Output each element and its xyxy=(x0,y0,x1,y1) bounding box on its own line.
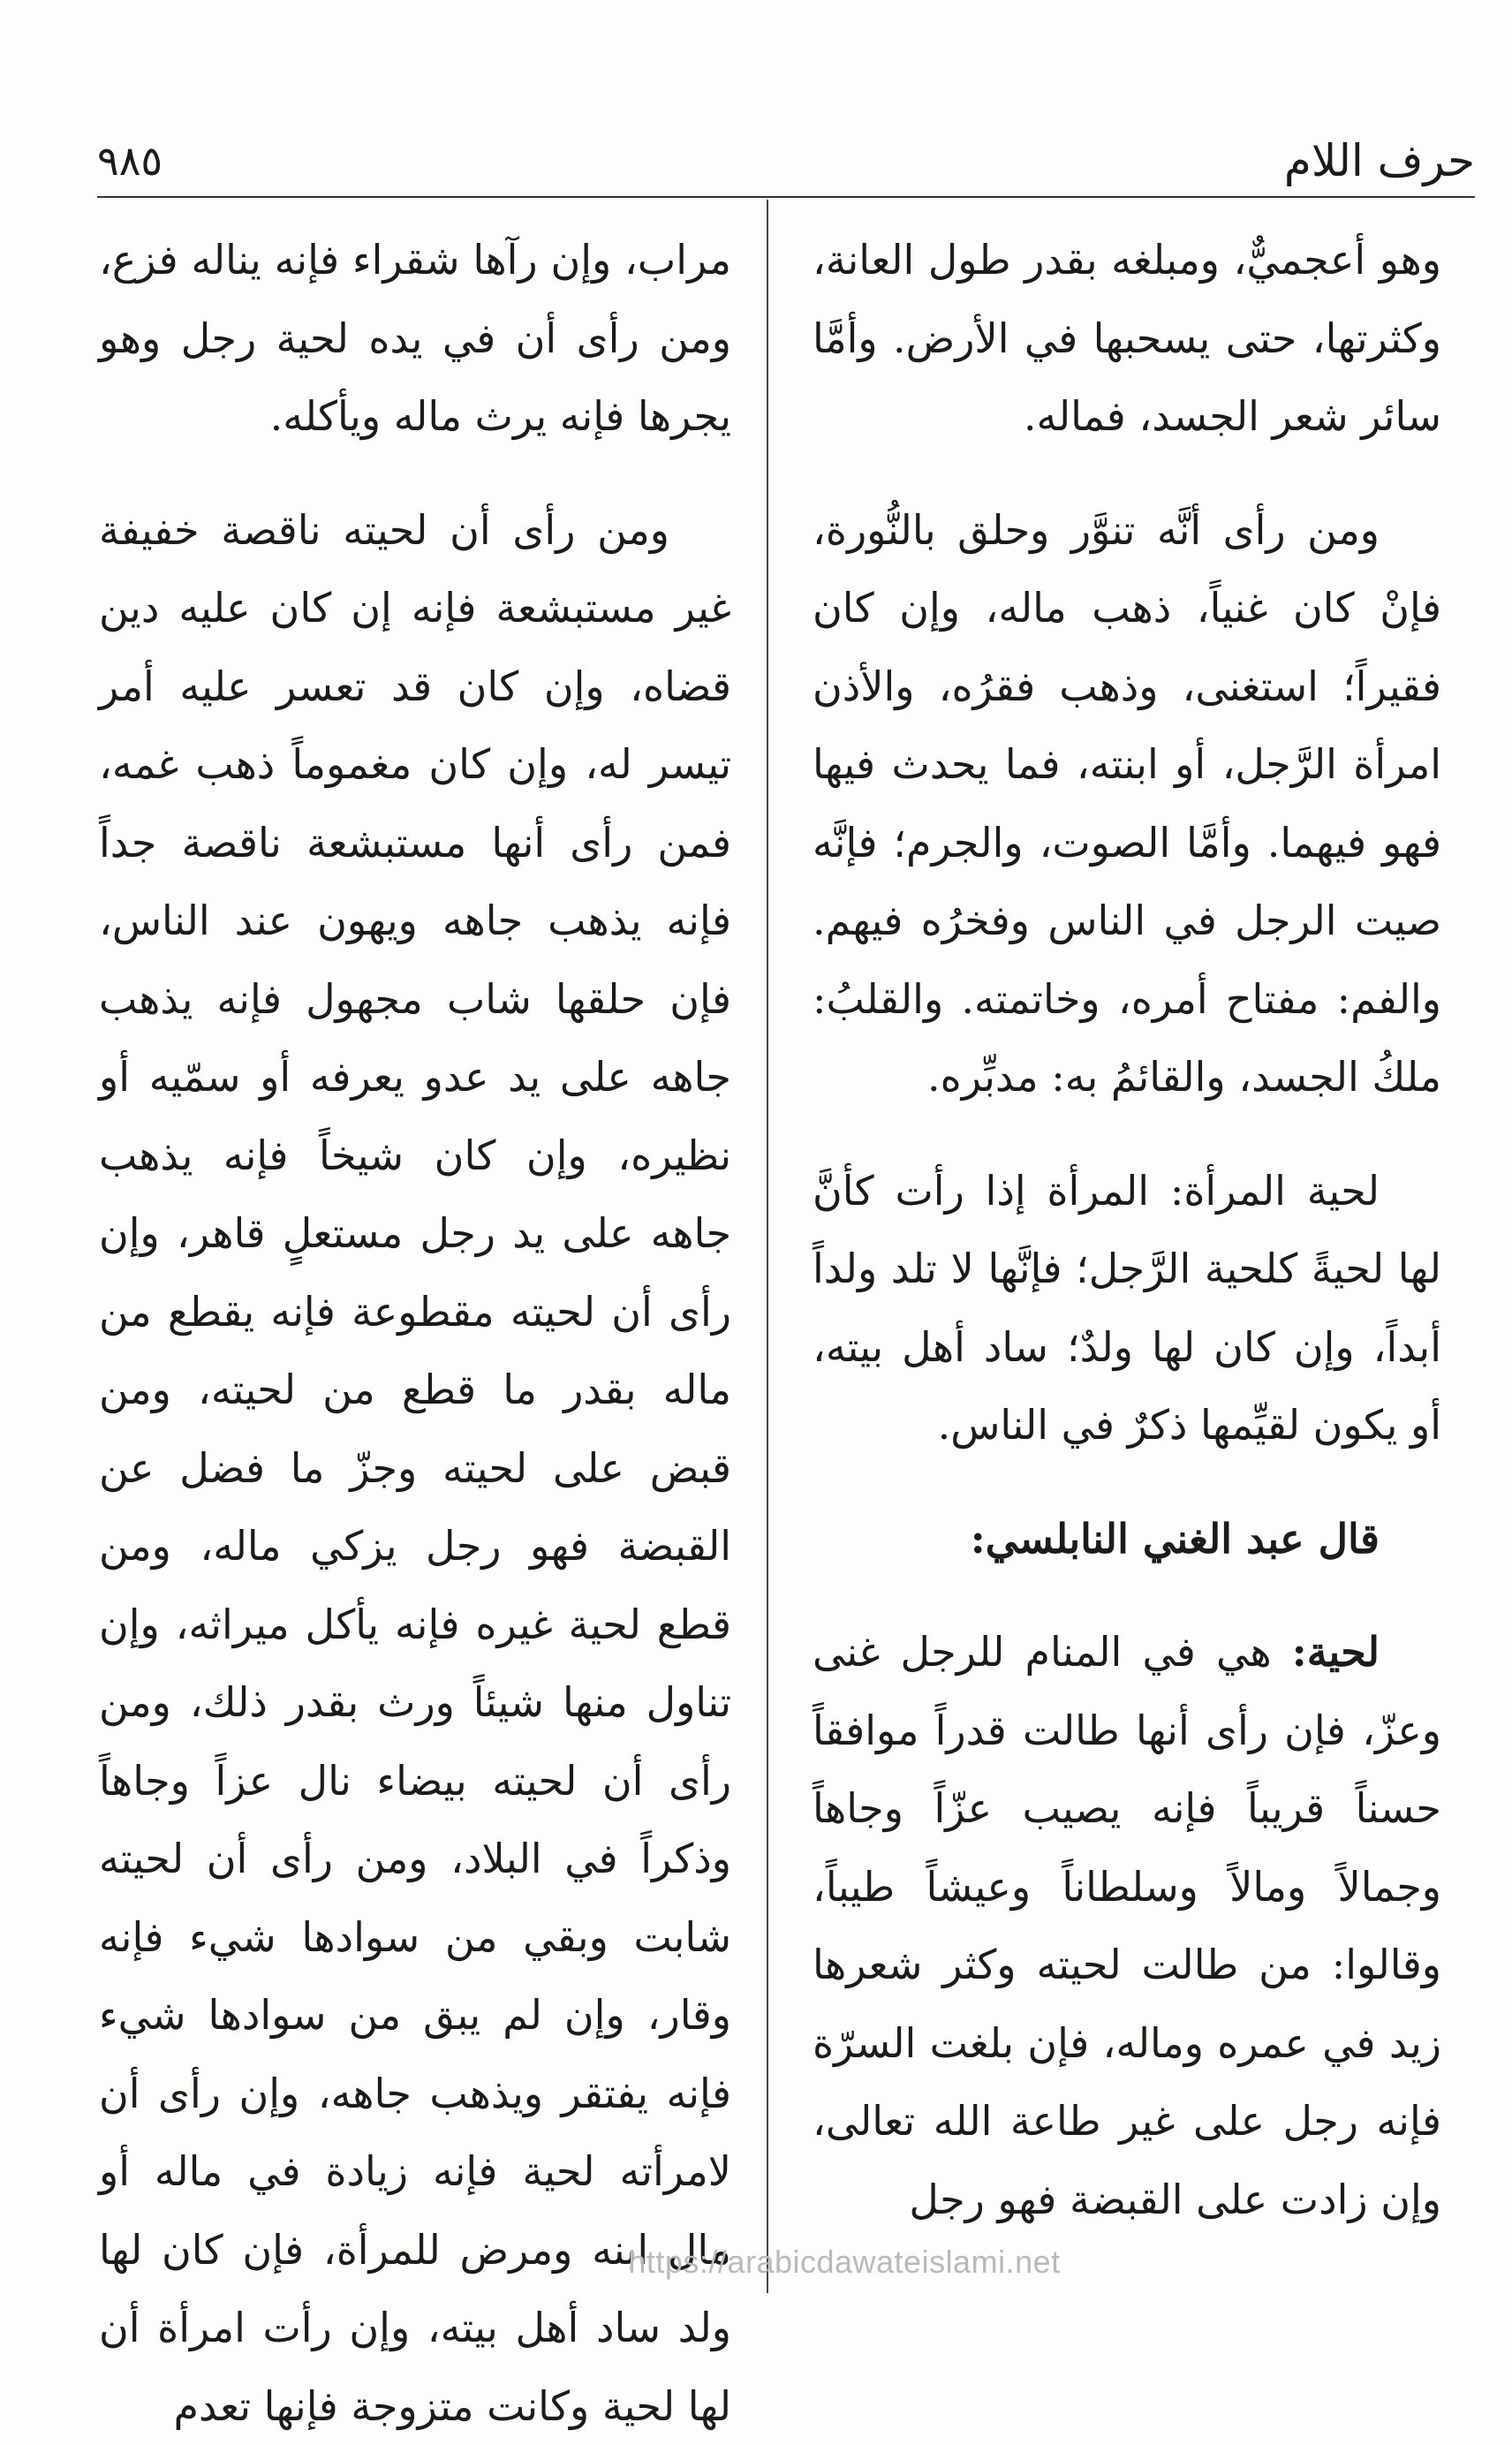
paragraph: مراب، وإن رآها شقراء فإنه يناله فزع، ومن رأى أن في يده لحية رجل وهو يجرها فإنه يرث ماله ويأكله. xyxy=(99,221,731,456)
paragraph-gap xyxy=(813,1117,1441,1152)
left-column xyxy=(99,221,731,2323)
paragraph-gap xyxy=(813,1578,1441,1613)
section-heading: قال عبد الغني النابلسي: xyxy=(813,1500,1441,1578)
running-title: حرف اللام xyxy=(1284,132,1475,189)
paragraph-gap xyxy=(99,456,731,491)
page-header xyxy=(97,124,1475,203)
entry-lead: لحية: xyxy=(1292,1628,1380,1676)
paragraph: ومن رأى أنَّه تنوَّر وحلق بالنُّورة، فإنْ كان غنياً، ذهب ماله، وإن كان فقيراً؛ استغنى، وذهب فقرُه، والأذن امرأة الرَّجل، أو ابنته، فما يحدث فيها فهو فيهما. وأمَّا الصوت، والجرم؛ فإنَّه صيت الرجل في الناس وفخرُه فيهم. والفم: مفتاح أمره، وخاتمته. والقلبُ: ملكُ الجسد، والقائمُ به: مدبِّره. xyxy=(813,491,1441,1117)
paragraph: ومن رأى أن لحيته ناقصة خفيفة غير مستبشعة فإنه إن كان عليه دين قضاه، وإن كان قد تعسر عليه أمر تيسر له، وإن كان مغموماً ذهب غمه، فمن رأى أنها مستبشعة ناقصة جداً فإنه يذهب جاهه ويهون عند الناس، فإن حلقها شاب مجهول فإنه يذهب جاهه على يد عدو يعرفه أو سمّيه أو نظيره، وإن كان شيخاً فإنه يذهب جاهه على يد رجل مستعلٍ قاهر، وإن رأى أن لحيته مقطوعة فإنه يقطع من ماله بقدر ما قطع من لحيته، ومن قبض على لحيته وجزّ ما فضل عن القبضة فهو رجل يزكي ماله، ومن قطع لحية غيره فإنه يأكل ميراثه، وإن تناول منها شيئاً ورث بقدر ذلك، ومن رأى أن لحيته بيضاء نال عزاً وجاهاً وذكراً في البلاد، ومن رأى أن لحيته شابت وبقي من سوادها شيء فإنه وقار، وإن لم يبق من سوادها شيء فإنه يفتقر ويذهب جاهه، وإن رأى أن لامرأته لحية فإنه زيادة في ماله أو مال ابنه ومرض للمرأة، فإن كان لها ولد ساد أهل بيته، وإن رأت امرأة أن لها لحية وكانت متزوجة فإنها تعدم xyxy=(99,491,731,2445)
column-divider xyxy=(767,200,768,2293)
paragraph xyxy=(813,1613,1441,2238)
paragraph: وهو أعجميٌّ، ومبلغه بقدر طول العانة، وكثرتها، حتى يسحبها في الأرض. وأمَّا سائر شعر الجسد، فماله. xyxy=(813,221,1441,456)
entry-text: هي في المنام للرجل غنى وعزّ، فإن رأى أنها طالت قدراً موافقاً حسناً قريباً فإنه يصيب عزّاً وجاهاً وجمالاً ومالاً وسلطاناً وعيشاً طيباً، وقالوا: من طالت لحيته وكثر شعرها زيد في عمره وماله، فإن بلغت السرّة فإنه رجل على غير طاعة الله تعالى، وإن زادت على القبضة فهو رجل xyxy=(813,1628,1441,2223)
right-column xyxy=(813,221,1441,2323)
header-rule xyxy=(97,196,1475,198)
watermark-url: https://arabicdawateislami.net xyxy=(0,2244,1512,2281)
paragraph: لحية المرأة: المرأة إذا رأت كأنَّ لها لحيةً كلحية الرَّجل؛ فإنَّها لا تلد ولداً أبداً، وإن كان لها ولدٌ؛ ساد أهل بيته، أو يكون لقيِّمها ذكرٌ في الناس. xyxy=(813,1152,1441,1465)
paragraph-gap xyxy=(813,456,1441,491)
paragraph-gap xyxy=(813,1465,1441,1500)
page-number: ٩٨٥ xyxy=(97,132,163,189)
